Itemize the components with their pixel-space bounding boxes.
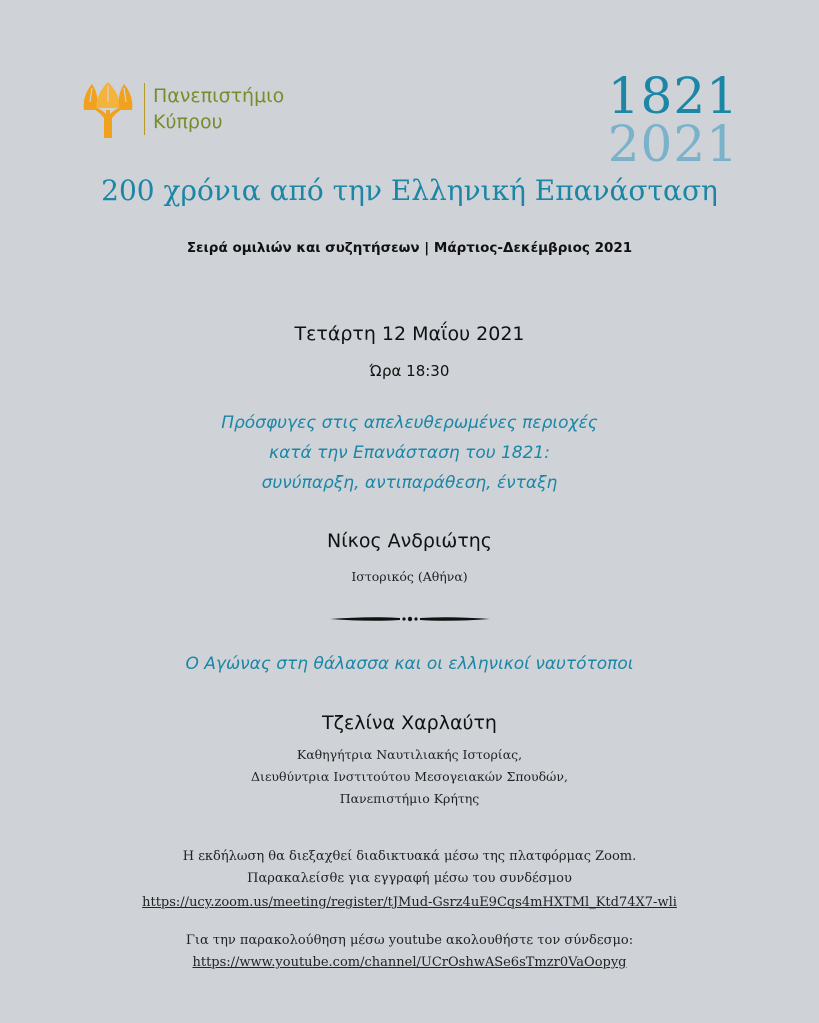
anniversary-years [607, 67, 739, 173]
youtube-channel-link[interactable]: https://www.youtube.com/channel/UCrOshwASe6sTmzr0VaOopyg [192, 955, 627, 970]
university-logo [80, 80, 284, 138]
affiliation-line: Διευθύντρια Ινστιτούτου Μεσογειακών Σπουδών, [251, 769, 568, 784]
lecture-2-speaker: Τζελίνα Χαρλαύτη [322, 712, 497, 734]
lecture-1-title-line: συνύπαρξη, αντιπαράθεση, ένταξη [261, 473, 558, 493]
lecture-1-affiliation: Ιστορικός (Αθήνα) [351, 569, 468, 584]
event-date: Τετάρτη 12 Μαΐου 2021 [294, 323, 525, 345]
lecture-1-title [0, 408, 819, 498]
youtube-info [0, 930, 819, 974]
affiliation-line: Πανεπιστήμιο Κρήτης [339, 791, 480, 806]
series-subtitle: Σειρά ομιλιών και συζητήσεων | Μάρτιος-Δεκέμβριος 2021 [186, 240, 633, 256]
lecture-2-title: Ο Αγώνας στη θάλασσα και οι ελληνικοί ναυτότοποι [185, 654, 634, 674]
logo-text [153, 83, 284, 135]
lecture-1-title-line: Πρόσφυγες στις απελευθερωμένες περιοχές [221, 413, 598, 433]
zoom-info-line-1: Η εκδήλωση θα διεξαχθεί διαδικτυακά μέσω της πλατφόρμας Zoom. [182, 849, 637, 864]
year-2021: 2021 [607, 115, 739, 173]
youtube-info-line: Για την παρακολούθηση μέσω youtube ακολουθήστε τον σύνδεσμο: [185, 933, 634, 948]
zoom-info-line-2: Παρακαλείσθε για εγγραφή μέσω του συνδέσμου [247, 871, 572, 886]
logo-divider [144, 83, 145, 135]
affiliation-line: Καθηγήτρια Ναυτιλιακής Ιστορίας, [296, 747, 523, 762]
tree-icon [80, 80, 136, 138]
zoom-registration-link[interactable]: https://ucy.zoom.us/meeting/register/tJMud-Gsrz4uE9Cqs4mHXTMl_Ktd74X7-wli [142, 895, 677, 910]
logo-line-1: Πανεπιστήμιο [153, 85, 285, 107]
event-time: Ώρα 18:30 [369, 362, 450, 380]
lecture-1-speaker: Νίκος Ανδριώτης [327, 530, 492, 552]
zoom-info [0, 846, 819, 914]
lecture-2-affiliation [0, 744, 819, 810]
ornament-divider [330, 612, 490, 626]
lecture-1-title-line: κατά την Επανάσταση του 1821: [269, 443, 550, 463]
logo-line-2: Κύπρου [153, 111, 223, 133]
page-title: 200 χρόνια από την Ελληνική Επανάσταση [101, 174, 718, 207]
year-1821: 1821 [607, 67, 739, 125]
